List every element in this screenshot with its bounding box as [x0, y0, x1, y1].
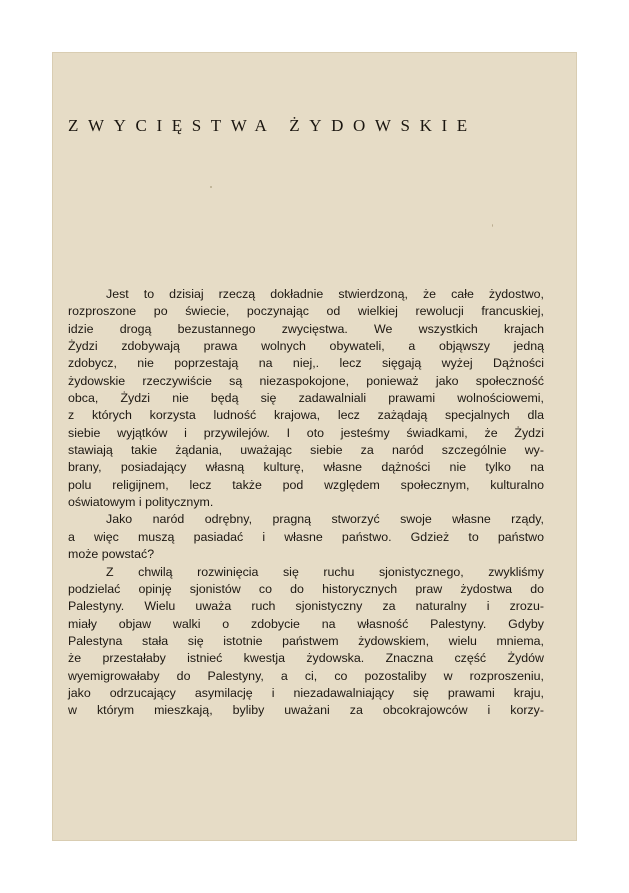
text-line: Palestyny. Wielu uważa ruch sjonistyczny za naturalny i zrozu- [68, 599, 544, 614]
text-line: zdobycz, nie poprzestają na niej,. lecz sięgają wyżej Dążności [68, 356, 544, 371]
text-line: brany, posiadający własną kulturę, własne dążności nie tylko na [68, 460, 544, 475]
paper-speck [210, 186, 212, 188]
book-page [52, 52, 577, 841]
text-line: idzie drogą bezustannego zwycięstwa. We wszystkich krajach [68, 321, 544, 336]
text-line: a więc muszą pasiadać i własne państwo. Gdzież to państwo [68, 529, 544, 544]
text-line: jako odrzucający asymilację i niezadawalniający się prawami kraju, [68, 685, 544, 700]
text-line: Jako naród odrębny, pragną stworzyć swoje własne rządy, [106, 512, 544, 527]
text-line: że przestałaby istnieć kwestja żydowska. Znaczna część Żydów [68, 651, 544, 666]
body-text [68, 286, 544, 720]
text-line: z których korzysta ludność krajowa, lecz zażądają specjalnych dla [68, 408, 544, 423]
text-line: Z chwilą rozwinięcia się ruchu sjonistycznego, zwykliśmy [106, 564, 544, 579]
text-line: żydowskie rzeczywiście są niezaspokojone, ponieważ jako społeczność [68, 373, 544, 388]
text-line: w którym mieszkają, byliby uważani za obcokrajowców i korzy- [68, 703, 544, 718]
text-line: wyemigrowałaby do Palestyny, a ci, co pozostaliby w rozproszeniu, [68, 668, 544, 683]
text-line: Żydzi zdobywają prawa wolnych obywateli, a objąwszy jedną [68, 339, 544, 354]
text-line: podzielać opinję sjonistów co do historycznych praw żydostwa do [68, 581, 544, 596]
text-line: stawiają takie żądania, uważając siebie za naród szczególnie wy- [68, 443, 544, 458]
text-line: Jest to dzisiaj rzeczą dokładnie stwierdzoną, że całe żydostwo, [106, 287, 544, 301]
text-line: rozproszone po świecie, poczynając od wielkiej rewolucji francuskiej, [68, 304, 544, 319]
text-line: Palestyna stała się istotnie państwem żydowskiem, wielu mniema, [68, 633, 544, 648]
text-line: oświatowym i politycznym. [68, 495, 214, 510]
text-line: może powstać? [68, 547, 155, 562]
text-line: siebie wyjątków i przywilejów. I oto jesteśmy świadkami, że Żydzi [68, 425, 544, 440]
chapter-title: ZWYCIĘSTWA ŻYDOWSKIE [68, 116, 477, 135]
text-line: polu religijnem, lecz także pod względem społecznym, kulturalno [68, 477, 544, 492]
text-line: miały objaw walki o zdobycie na własność Palestyny. Gdyby [68, 616, 544, 631]
text-line: obca, Żydzi nie będą się zadawalniali prawami wolnościowemi, [68, 391, 544, 406]
paper-speck [492, 224, 493, 227]
